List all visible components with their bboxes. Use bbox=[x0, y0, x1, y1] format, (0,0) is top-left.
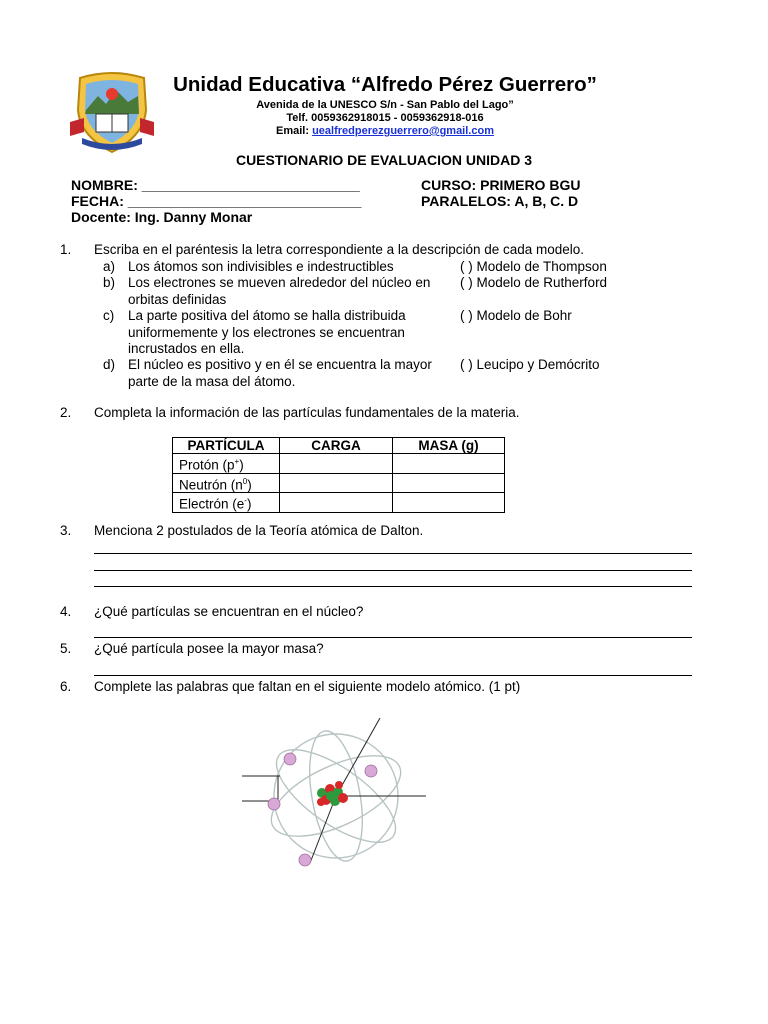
option-letter: a) bbox=[103, 259, 116, 274]
question-number: 2. bbox=[60, 405, 72, 420]
fecha-field[interactable]: FECHA: ______________________________ bbox=[71, 193, 362, 209]
atom-model-icon bbox=[240, 713, 430, 883]
question-text: ¿Qué partículas se encuentran en el núcleo? bbox=[94, 604, 364, 619]
question-number: 5. bbox=[60, 641, 72, 656]
curso-label: CURSO: PRIMERO BGU bbox=[421, 177, 581, 193]
header-carga: CARGA bbox=[280, 438, 393, 454]
school-name: Unidad Educativa “Alfredo Pérez Guerrero” bbox=[173, 73, 597, 96]
answer-line[interactable] bbox=[94, 586, 692, 587]
school-email-row bbox=[150, 125, 620, 138]
question-text: Menciona 2 postulados de la Teoría atómica de Dalton. bbox=[94, 523, 424, 538]
header-masa: MASA (g) bbox=[393, 438, 505, 454]
mass-cell[interactable] bbox=[393, 473, 505, 493]
question-number: 3. bbox=[60, 523, 72, 538]
question-text: Completa la información de las partículas fundamentales de la materia. bbox=[94, 405, 520, 420]
option-letter: c) bbox=[103, 308, 115, 323]
header-particula: PARTÍCULA bbox=[173, 438, 280, 454]
option-letter: b) bbox=[103, 275, 116, 290]
mass-cell[interactable] bbox=[393, 454, 505, 474]
table-row bbox=[173, 493, 505, 513]
match-blank[interactable]: ( ) Modelo de Rutherford bbox=[460, 275, 608, 290]
match-blank[interactable]: ( ) Modelo de Bohr bbox=[460, 308, 572, 323]
option-text: La parte positiva del átomo se halla distribuida uniformemente y los electrones se encuentran incrustados en ella. bbox=[128, 308, 406, 356]
nombre-field[interactable]: NOMBRE: ____________________________ bbox=[71, 177, 360, 193]
question-number: 6. bbox=[60, 679, 72, 694]
particle-name: Electrón (e-) bbox=[173, 493, 280, 513]
table-row bbox=[173, 454, 505, 474]
table-header-row bbox=[173, 438, 505, 454]
exam-title: CUESTIONARIO DE EVALUACION UNIDAD 3 bbox=[235, 152, 533, 168]
option-text: Los electrones se mueven alrededor del núcleo en orbitas definidas bbox=[128, 275, 431, 307]
option-letter: d) bbox=[103, 357, 116, 372]
charge-cell[interactable] bbox=[280, 473, 393, 493]
match-blank[interactable]: ( ) Modelo de Thompson bbox=[460, 259, 607, 274]
docente-label: Docente: Ing. Danny Monar bbox=[71, 209, 253, 225]
option-text: El núcleo es positivo y en él se encuentra la mayor parte de la masa del átomo. bbox=[128, 357, 432, 389]
paralelos-label: PARALELOS: A, B, C. D bbox=[421, 193, 579, 209]
answer-line[interactable] bbox=[94, 570, 692, 571]
school-address: Avenida de la UNESCO S/n - San Pablo del Lago” bbox=[256, 99, 514, 111]
school-crest-icon bbox=[70, 70, 154, 156]
mass-cell[interactable] bbox=[393, 493, 505, 513]
email-link[interactable]: uealfredperezguerrero@gmail.com bbox=[312, 125, 494, 137]
question-text: Escriba en el paréntesis la letra correspondiente a la descripción de cada modelo. bbox=[94, 242, 585, 257]
question-text: ¿Qué partícula posee la mayor masa? bbox=[94, 641, 324, 656]
answer-line[interactable] bbox=[94, 675, 692, 676]
answer-line[interactable] bbox=[94, 553, 692, 554]
option-text: Los átomos son indivisibles e indestructibles bbox=[128, 259, 394, 274]
particles-table bbox=[172, 437, 505, 513]
charge-cell[interactable] bbox=[280, 493, 393, 513]
match-blank[interactable]: ( ) Leucipo y Demócrito bbox=[460, 357, 600, 372]
particle-name: Protón (p+) bbox=[173, 454, 280, 474]
answer-line[interactable] bbox=[94, 637, 692, 638]
charge-cell[interactable] bbox=[280, 454, 393, 474]
school-phone: Telf. 0059362918015 - 0059362918-016 bbox=[286, 112, 484, 124]
question-text: Complete las palabras que faltan en el siguiente modelo atómico. (1 pt) bbox=[94, 679, 521, 694]
particle-name: Neutrón $(n^0)$ bbox=[173, 473, 280, 493]
question-number: 4. bbox=[60, 604, 72, 619]
question-number: 1. bbox=[60, 242, 72, 257]
table-row bbox=[173, 473, 505, 493]
email-label: Email: bbox=[276, 125, 310, 137]
